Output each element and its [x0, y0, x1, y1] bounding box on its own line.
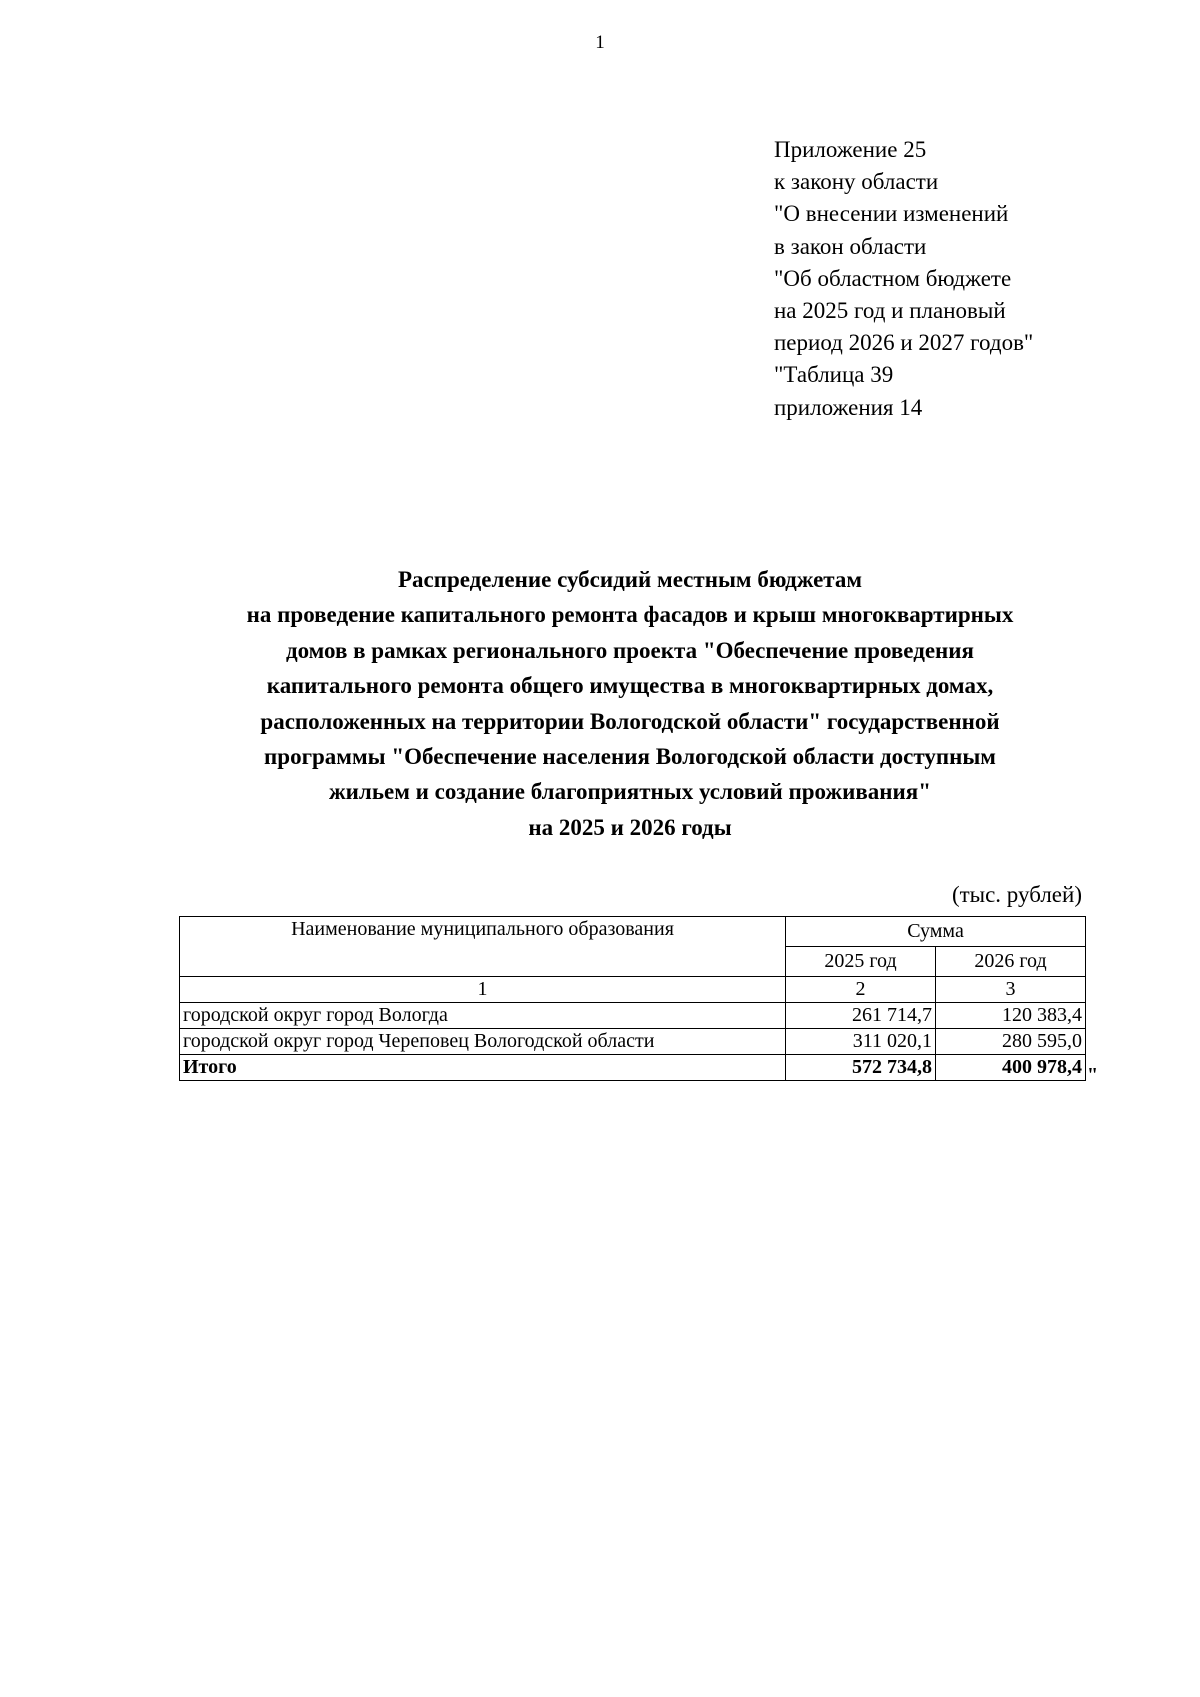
column-number: 2 [786, 977, 936, 1003]
column-number: 1 [180, 977, 786, 1003]
subsidy-table [179, 916, 1086, 1081]
appendix-line: "Об областном бюджете [774, 265, 1012, 291]
appendix-line: в закон области [774, 233, 927, 259]
amount-2026: 120 383,4 [936, 1003, 1086, 1029]
title-line: на 2025 и 2026 годы [528, 814, 732, 840]
title-line: Распределение субсидий местным бюджетам [397, 567, 863, 592]
total-2025: 572 734,8 [786, 1055, 936, 1081]
title-line: капитального ремонта общего имущества в многоквартирных домах, [266, 673, 994, 699]
appendix-line: приложения 14 [774, 394, 923, 420]
appendix-line: "Таблица 39 [774, 362, 894, 388]
units-label: (тыс. рублей) [951, 882, 1082, 907]
appendix-reference [774, 134, 1033, 424]
appendix-line: "О внесении изменений [774, 201, 1009, 227]
title-line: жильем и создание благоприятных условий проживания" [329, 779, 931, 805]
appendix-line: Приложение 25 [774, 137, 927, 162]
closing-quote: " [1087, 1064, 1099, 1086]
title-line: домов в рамках регионального проекта "Обеспечение проведения [285, 637, 975, 663]
column-number: 3 [936, 977, 1086, 1003]
municipality-name: городской округ город Череповец Вологодской области [180, 1029, 786, 1055]
header-sum: Сумма [786, 917, 1086, 947]
title-line: на проведение капитального ремонта фасадов и крыш многоквартирных [246, 602, 1014, 628]
total-label: Итого [180, 1055, 786, 1081]
title-line: расположенных на территории Вологодской области" государственной [260, 708, 1000, 734]
amount-2026: 280 595,0 [936, 1029, 1086, 1055]
municipality-name: городской округ город Вологда [180, 1003, 786, 1029]
table-row [180, 1029, 1086, 1055]
table-row [180, 1003, 1086, 1029]
total-row [180, 1055, 1086, 1081]
page-number: 1 [595, 32, 605, 53]
header-municipality: Наименование муниципального образования [180, 917, 786, 977]
total-2026: 400 978,4 [936, 1055, 1086, 1081]
appendix-line: на 2025 год и плановый [774, 298, 1006, 324]
title-line: программы "Обеспечение населения Вологодской области доступным [264, 744, 996, 770]
appendix-line: к закону области [774, 169, 939, 195]
header-year-2026: 2026 год [936, 947, 1086, 977]
amount-2025: 311 020,1 [786, 1029, 936, 1055]
appendix-line: период 2026 и 2027 годов" [774, 330, 1034, 356]
amount-2025: 261 714,7 [786, 1003, 936, 1029]
header-year-2025: 2025 год [786, 947, 936, 977]
document-title [100, 562, 1160, 845]
